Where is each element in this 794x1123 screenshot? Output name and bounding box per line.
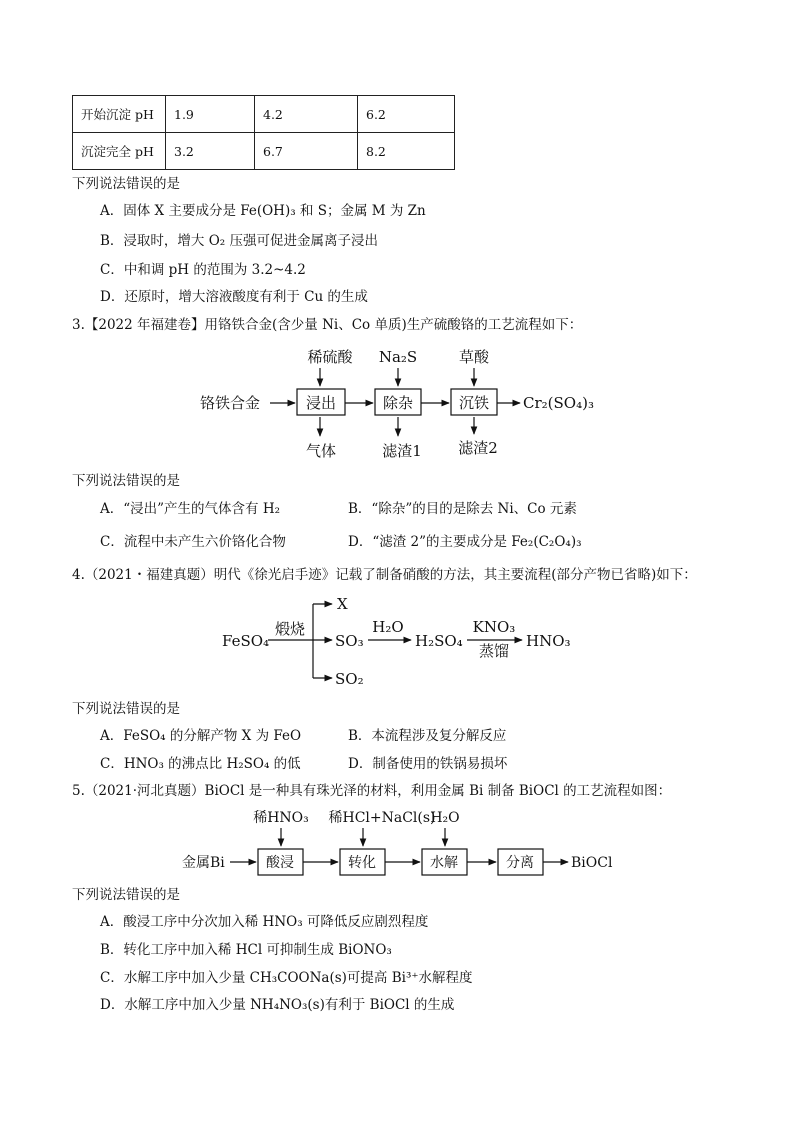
process-box: 浸出 <box>305 394 337 412</box>
byproduct-label: 滤渣1 <box>382 442 422 460</box>
product: BiOCl <box>571 855 613 871</box>
option-a: A．酸浸工序中分次加入稀 HNO₃ 可降低反应剧烈程度 <box>100 914 429 930</box>
option-c: C．中和调 pH 的范围为 3.2~4.2 <box>100 262 306 278</box>
table-cell: 3.2 <box>166 133 255 170</box>
option-b: B．浸取时，增大 O₂ 压强可促进金属离子浸出 <box>100 233 378 249</box>
reagent-label: H₂O <box>430 810 460 826</box>
question-stem: 下列说法错误的是 <box>72 473 180 489</box>
process-box: 分离 <box>506 855 534 871</box>
product: Cr₂(SO₄)₃ <box>523 394 594 412</box>
reagent-label: 草酸 <box>458 348 490 366</box>
byproduct-label: 气体 <box>305 442 337 460</box>
reagent-label: 稀硫酸 <box>307 348 353 366</box>
process-box: 转化 <box>348 855 376 871</box>
process-box: 水解 <box>430 855 458 871</box>
condition-label: KNO₃ <box>472 618 516 636</box>
table-cell: 6.7 <box>255 133 358 170</box>
table-cell: 6.2 <box>358 96 455 133</box>
option-b: B．转化工序中加入稀 HCl 可抑制生成 BiONO₃ <box>100 942 392 958</box>
question-stem: 下列说法错误的是 <box>72 176 180 192</box>
option-b: B．本流程涉及复分解反应 <box>348 728 507 744</box>
start-material: FeSO₄ <box>222 632 270 650</box>
option-c: C．HNO₃ 的沸点比 H₂SO₄ 的低 <box>100 756 301 772</box>
intermediate: H₂SO₄ <box>415 632 463 650</box>
question-stem: 下列说法错误的是 <box>72 701 180 717</box>
table-cell: 沉淀完全 pH <box>73 133 166 170</box>
process-box: 沉铁 <box>458 394 490 412</box>
condition-label: 煅烧 <box>274 620 306 638</box>
condition-label: H₂O <box>372 618 404 636</box>
question-title: 3.【2022 年福建卷】用铬铁合金(含少量 Ni、Co 单质)生产硫酸铬的工艺流程如下： <box>72 317 583 333</box>
reagent-label: 稀HCl+NaCl(s) <box>328 810 436 826</box>
product-so3: SO₃ <box>335 632 364 650</box>
option-d: D．“滤渣 2”的主要成分是 Fe₂(C₂O₄)₃ <box>348 534 582 550</box>
option-a: A．FeSO₄ 的分解产物 X 为 FeO <box>100 728 302 744</box>
reagent-label: Na₂S <box>378 348 418 366</box>
table-cell: 1.9 <box>166 96 255 133</box>
byproduct-label: 滤渣2 <box>458 439 498 457</box>
option-d: D．水解工序中加入少量 NH₄NO₃(s)有利于 BiOCl 的生成 <box>100 997 455 1013</box>
question-title: 5.（2021·河北真题）BiOCl 是一种具有珠光泽的材料，利用金属 Bi 制备 BiOCl 的工艺流程如图： <box>72 783 672 799</box>
condition-label: 蒸馏 <box>478 642 510 660</box>
start-material: 铬铁合金 <box>200 394 261 412</box>
option-c: C．流程中未产生六价铬化合物 <box>100 534 286 550</box>
option-a: A．固体 X 主要成分是 Fe(OH)₃ 和 S；金属 M 为 Zn <box>100 203 426 219</box>
process-box: 酸浸 <box>266 855 294 871</box>
table-cell: 开始沉淀 pH <box>73 96 166 133</box>
process-box: 除杂 <box>382 394 414 412</box>
option-d: D．还原时，增大溶液酸度有利于 Cu 的生成 <box>100 289 368 305</box>
option-b: B．“除杂”的目的是除去 Ni、Co 元素 <box>348 501 577 517</box>
reagent-label: 稀HNO₃ <box>253 810 309 826</box>
question-stem: 下列说法错误的是 <box>72 887 180 903</box>
question-title: 4.（2021・福建真题）明代《徐光启手迹》记载了制备硝酸的方法，其主要流程(部分产物已省略)如下： <box>72 567 697 583</box>
product-x: X <box>337 595 348 613</box>
table-cell: 4.2 <box>255 96 358 133</box>
option-a: A．“浸出”产生的气体含有 H₂ <box>100 501 281 517</box>
option-d: D．制备使用的铁锅易损坏 <box>348 756 508 772</box>
product-so2: SO₂ <box>335 670 364 688</box>
start-material: 金属Bi <box>182 855 225 871</box>
table-cell: 8.2 <box>358 133 455 170</box>
product: HNO₃ <box>526 632 571 650</box>
option-c: C．水解工序中加入少量 CH₃COONa(s)可提高 Bi³⁺水解程度 <box>100 970 473 986</box>
